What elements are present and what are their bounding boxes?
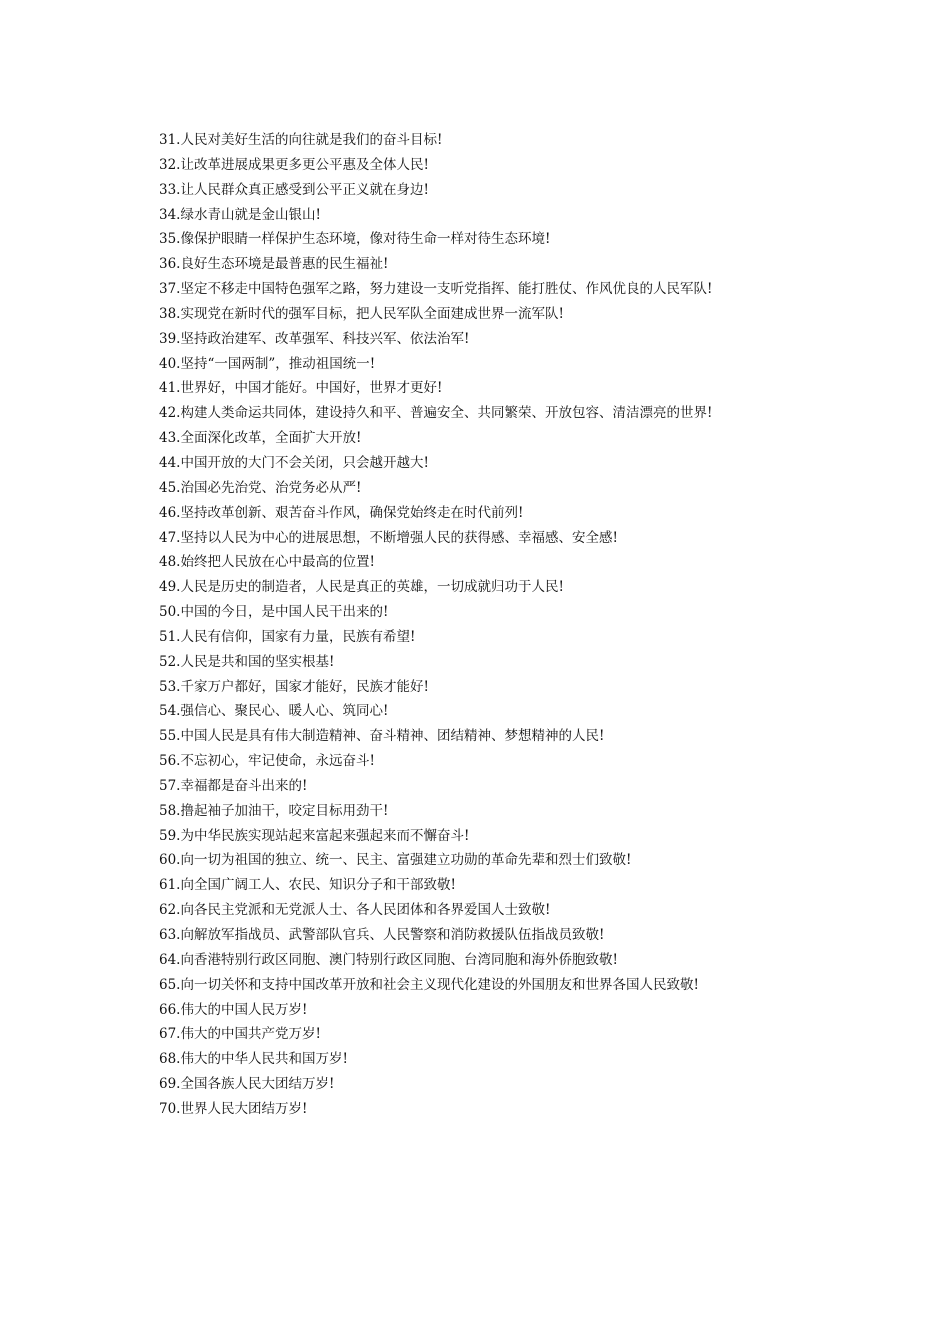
slogan-line-54: 54.强信心、聚民心、暖人心、筑同心! [159,703,389,720]
slogan-line-40: 40.坚持“一国两制”，推动祖国统一! [159,355,376,372]
slogan-line-47: 47.坚持以人民为中心的进展思想，不断增强人民的获得感、幸福感、安全感! [159,529,618,546]
slogan-line-53: 53.千家万户都好，国家才能好，民族才能好! [159,678,429,695]
slogan-line-57: 57.幸福都是奋斗出来的! [159,777,308,794]
slogan-list [159,128,919,1122]
slogan-line-69: 69.全国各族人民大团结万岁! [159,1076,335,1093]
slogan-line-33: 33.让人民群众真正感受到公平正义就在身边! [159,181,429,198]
slogan-line-60: 60.向一切为祖国的独立、统一、民主、富强建立功勋的革命先辈和烈士们致敬! [159,852,632,869]
slogan-line-68: 68.伟大的中华人民共和国万岁! [159,1051,348,1068]
slogan-line-59: 59.为中华民族实现站起来富起来强起来而不懈奋斗! [159,827,470,844]
slogan-line-50: 50.中国的今日，是中国人民干出来的! [159,604,389,621]
slogan-line-48: 48.始终把人民放在心中最高的位置! [159,554,375,571]
slogan-line-52: 52.人民是共和国的坚实根基! [159,653,335,670]
slogan-line-66: 66.伟大的中国人民万岁! [159,1001,308,1018]
slogan-line-56: 56.不忘初心，牢记使命，永远奋斗! [159,753,375,770]
slogan-line-49: 49.人民是历史的制造者，人民是真正的英雄，一切成就归功于人民! [159,579,564,596]
slogan-line-38: 38.实现党在新时代的强军目标，把人民军队全面建成世界一流军队! [159,305,564,322]
slogan-line-46: 46.坚持改革创新、艰苦奋斗作风，确保党始终走在时代前列! [159,504,524,521]
slogan-line-37: 37.坚定不移走中国特色强军之路，努力建设一支听党指挥、能打胜仗、作风优良的人民军队! [159,281,713,298]
slogan-line-35: 35.像保护眼睛一样保护生态环境，像对待生命一样对待生态环境! [159,231,551,248]
slogan-line-65: 65.向一切关怀和支持中国改革开放和社会主义现代化建设的外国朋友和世界各国人民致敬! [159,976,699,993]
slogan-line-34: 34.绿水青山就是金山银山! [159,206,321,223]
slogan-line-43: 43.全面深化改革，全面扩大开放! [159,430,362,447]
slogan-line-32: 32.让改革进展成果更多更公平惠及全体人民! [159,156,429,173]
slogan-line-67: 67.伟大的中国共产党万岁! [159,1026,321,1043]
slogan-line-39: 39.坚持政治建军、改革强军、科技兴军、依法治军! [159,330,470,347]
slogan-line-36: 36.良好生态环境是最普惠的民生福祉! [159,256,389,273]
slogan-line-61: 61.向全国广阔工人、农民、知识分子和干部致敬! [159,877,456,894]
slogan-line-42: 42.构建人类命运共同体，建设持久和平、普遍安全、共同繁荣、开放包容、清洁漂亮的世界! [159,405,713,422]
slogan-line-44: 44.中国开放的大门不会关闭，只会越开越大! [159,454,429,471]
slogan-line-31: 31.人民对美好生活的向往就是我们的奋斗目标! [159,132,443,148]
slogan-line-45: 45.治国必先治党、治党务必从严! [159,479,362,496]
slogan-line-41: 41.世界好，中国才能好。中国好，世界才更好! [159,380,443,397]
slogan-line-64: 64.向香港特别行政区同胞、澳门特别行政区同胞、台湾同胞和海外侨胞致敬! [159,951,618,968]
slogan-line-70: 70.世界人民大团结万岁! [159,1100,308,1117]
slogan-line-58: 58.撸起袖子加油干，咬定目标用劲干! [159,802,389,819]
slogan-line-55: 55.中国人民是具有伟大制造精神、奋斗精神、团结精神、梦想精神的人民! [159,728,605,745]
slogan-line-62: 62.向各民主党派和无党派人士、各人民团体和各界爱国人士致敬! [159,902,551,919]
slogan-line-51: 51.人民有信仰，国家有力量，民族有希望! [159,628,416,645]
slogan-line-63: 63.向解放军指战员、武警部队官兵、人民警察和消防救援队伍指战员致敬! [159,927,605,943]
